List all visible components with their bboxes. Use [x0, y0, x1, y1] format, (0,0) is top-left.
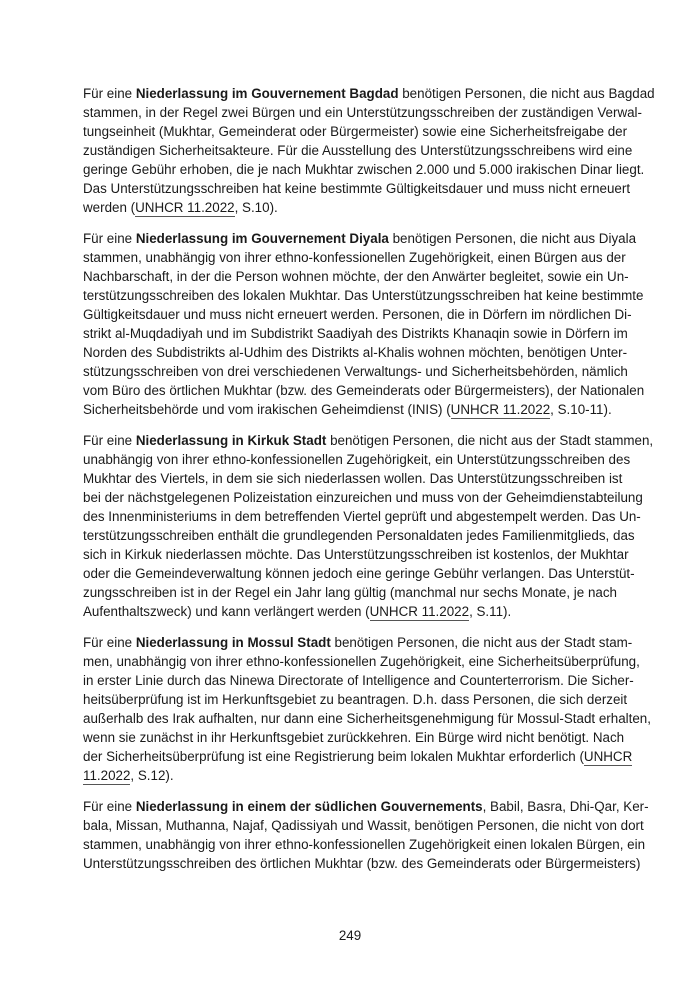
- text-line: [83, 633, 633, 652]
- body-text: stammen, unabhängig von ihrer ethno-konfessionellen Zugehörigkeit, einen Bürgen aus der: [83, 250, 626, 265]
- text-line: [83, 179, 631, 198]
- body-text: zungsschreiben ist in der Regel ein Jahr lang gültig (manchmal nur sechs Monate, je nach: [83, 585, 617, 600]
- text-line: [83, 835, 646, 854]
- text-line: [83, 381, 645, 400]
- body-text: Für eine: [83, 231, 136, 246]
- text-line: [83, 267, 629, 286]
- body-text: der Sicherheitsüberprüfung ist eine Registrierung beim lokalen Mukhtar erforderlich (: [83, 749, 584, 764]
- text-line: [83, 652, 640, 671]
- body-text: bala, Missan, Muthanna, Najaf, Qadissiyah und Wassit, benötigen Personen, die nicht von dort: [83, 818, 644, 833]
- text-line: [83, 198, 617, 217]
- text-line: [83, 362, 628, 381]
- bold-heading-text: Niederlassung im Gouvernement Bagdad: [135, 86, 399, 101]
- paragraph: [83, 797, 649, 873]
- body-text: zuständigen Sicherheitsakteure. Für die Ausstellung des Unterstützungsschreibens wird eine: [83, 143, 633, 158]
- body-text: Aufenthaltszweck) und kann verlängert werden (: [83, 604, 370, 619]
- paragraph: [83, 229, 645, 419]
- text-line: [83, 747, 633, 766]
- text-line: [83, 583, 617, 602]
- text-line: [83, 305, 632, 324]
- body-text: stützungsschreiben von drei verschiedenen Verwaltungs- und Sicherheitsbehörden, nämlich: [83, 364, 628, 379]
- body-text: Das Unterstützungsschreiben hat keine bestimmte Gültigkeitsdauer und muss nicht erneuert: [83, 181, 631, 196]
- body-text: Gültigkeitsdauer und muss nicht erneuert werden. Personen, die in Dörfern im nördlichen Di-: [83, 307, 632, 322]
- body-text: bei der nächstgelegenen Polizeistation einzureichen und muss von der Geheimdienstabteilung: [83, 490, 643, 505]
- body-text: , S.12).: [130, 768, 174, 783]
- body-text: Für eine: [83, 635, 136, 650]
- paragraph: [83, 84, 655, 217]
- text-line: [83, 526, 635, 545]
- body-text: Mukhtar des Viertels, in dem sie sich niederlassen wollen. Das Unterstützungsschreiben ist: [83, 471, 623, 486]
- text-line: [83, 545, 629, 564]
- body-text: außerhalb des Irak aufhalten, nur dann eine Sicherheitsgenehmigung für Mossul-Stadt erhalten,: [83, 711, 651, 726]
- body-text: men, unabhängig von ihrer ethno-konfessionellen Zugehörigkeit, eine Sicherheitsüberprüfung,: [83, 654, 640, 669]
- text-line: [83, 709, 651, 728]
- body-text: wenn sie zunächst in ihr Herkunftsgebiet zurückkehren. Ein Bürge wird nicht benötigt. Nach: [83, 730, 625, 745]
- body-text: terstützungsschreiben des lokalen Mukhtar. Das Unterstützungsschreiben hat keine bestimmte: [83, 288, 644, 303]
- citation-link[interactable]: UNHCR 11.2022: [450, 402, 551, 417]
- text-line: [83, 84, 655, 103]
- text-line: [83, 400, 617, 419]
- text-line: [83, 671, 634, 690]
- body-text: , S.10).: [234, 200, 278, 215]
- body-text: Für eine: [83, 433, 136, 448]
- body-text: heitsüberprüfung ist im Herkunftsgebiet zu beantragen. D.h. dass Personen, die sich derzeit: [83, 692, 628, 707]
- body-text: strikt al-Muqdadiyah und im Subdistrikt Saadiyah des Distrikts Khanaqin sowie in Dörfern im: [83, 326, 628, 341]
- body-text: benötigen Personen, die nicht aus der Stadt stam-: [330, 635, 633, 650]
- text-line: [83, 602, 617, 621]
- body-text: unabhängig von ihrer ethno-konfessionellen Zugehörigkeit, ein Unterstützungsschreiben des: [83, 452, 631, 467]
- text-line: [83, 816, 644, 835]
- text-line: [83, 248, 626, 267]
- bold-heading-text: Niederlassung in Kirkuk Stadt: [135, 433, 327, 448]
- text-line: [83, 854, 641, 873]
- body-text: Sicherheitsbehörde und vom irakischen Geheimdienst (INIS) (: [83, 402, 451, 417]
- text-line: [83, 507, 641, 526]
- body-text: oder die Gemeindeverwaltung können jedoch eine geringe Gebühr verlangen. Das Unterstüt-: [83, 566, 635, 581]
- text-line: [83, 286, 644, 305]
- body-text: , Babil, Basra, Dhi-Qar, Ker-: [482, 799, 649, 814]
- paragraph: [83, 431, 654, 621]
- text-line: [83, 766, 617, 785]
- citation-link[interactable]: 11.2022: [83, 768, 131, 783]
- body-text: Norden des Subdistrikts al-Udhim des Distrikts al-Khalis wohnen möchten, benötigen Unter-: [83, 345, 628, 360]
- text-line: [83, 103, 642, 122]
- citation-link[interactable]: UNHCR 11.2022: [135, 200, 235, 215]
- text-line: [83, 122, 628, 141]
- body-text: in erster Linie durch das Ninewa Directorate of Intelligence and Counterterrorism. Die Sicher-: [83, 673, 634, 688]
- body-text: terstützungsschreiben enthält die grundlegenden Personaldaten jedes Familienmitglieds, das: [83, 528, 635, 543]
- text-line: [83, 141, 633, 160]
- body-text: geringe Gebühr erhoben, die je nach Mukhtar zwischen 2.000 und 5.000 irakischen Dinar liegt.: [83, 162, 645, 177]
- text-line: [83, 160, 645, 179]
- text-line: [83, 450, 631, 469]
- text-line: [83, 728, 625, 747]
- body-text: des Innenministeriums in dem betreffenden Viertel geprüft und abgestempelt werden. Das Un-: [83, 509, 641, 524]
- body-text: , S.11).: [469, 604, 512, 619]
- page-number: 249: [338, 928, 362, 943]
- text-line: [83, 229, 637, 248]
- body-text: Für eine: [83, 799, 136, 814]
- bold-heading-text: Niederlassung in einem der südlichen Gouvernements: [135, 799, 483, 814]
- body-text: sich in Kirkuk niederlassen möchte. Das Unterstützungsschreiben ist kostenlos, der Mukhtar: [83, 547, 629, 562]
- body-text: benötigen Personen, die nicht aus Bagdad: [398, 86, 655, 101]
- text-line: [83, 797, 649, 816]
- body-text: stammen, unabhängig von ihrer ethno-konfessionellen Zugehörigkeit einen lokalen Bürgen, ein: [83, 837, 646, 852]
- bold-heading-text: Niederlassung in Mossul Stadt: [135, 635, 331, 650]
- text-line: [83, 469, 623, 488]
- body-text: Für eine: [83, 86, 136, 101]
- text-line: [83, 564, 635, 583]
- body-text: , S.10-11).: [550, 402, 612, 417]
- body-text: stammen, in der Regel zwei Bürgen und ein Unterstützungsschreiben der zuständigen Verwal-: [83, 105, 642, 120]
- text-line: [83, 343, 628, 362]
- text-line: [83, 431, 654, 450]
- body-text: benötigen Personen, die nicht aus Diyala: [388, 231, 637, 246]
- citation-link[interactable]: UNHCR 11.2022: [369, 604, 470, 619]
- body-text: Unterstützungsschreiben des örtlichen Mukhtar (bzw. des Gemeinderats oder Bürgermeisters): [83, 856, 641, 871]
- body-text: benötigen Personen, die nicht aus der Stadt stammen,: [326, 433, 654, 448]
- text-line: [83, 488, 643, 507]
- body-text: werden (: [83, 200, 136, 215]
- body-text: Nachbarschaft, in der die Person wohnen möchte, der den Anwärter begleitet, sowie ein Un-: [83, 269, 629, 284]
- text-line: [83, 324, 628, 343]
- body-text: tungseinheit (Mukhtar, Gemeinderat oder Bürgermeister) sowie eine Sicherheitsfreigabe der: [83, 124, 628, 139]
- citation-link[interactable]: UNHCR: [583, 749, 633, 764]
- paragraph: [83, 633, 651, 785]
- body-text: vom Büro des örtlichen Mukhtar (bzw. des Gemeinderats oder Bürgermeisters), der Nationalen: [83, 383, 645, 398]
- document-body: [83, 84, 655, 885]
- text-line: [83, 690, 628, 709]
- bold-heading-text: Niederlassung im Gouvernement Diyala: [135, 231, 389, 246]
